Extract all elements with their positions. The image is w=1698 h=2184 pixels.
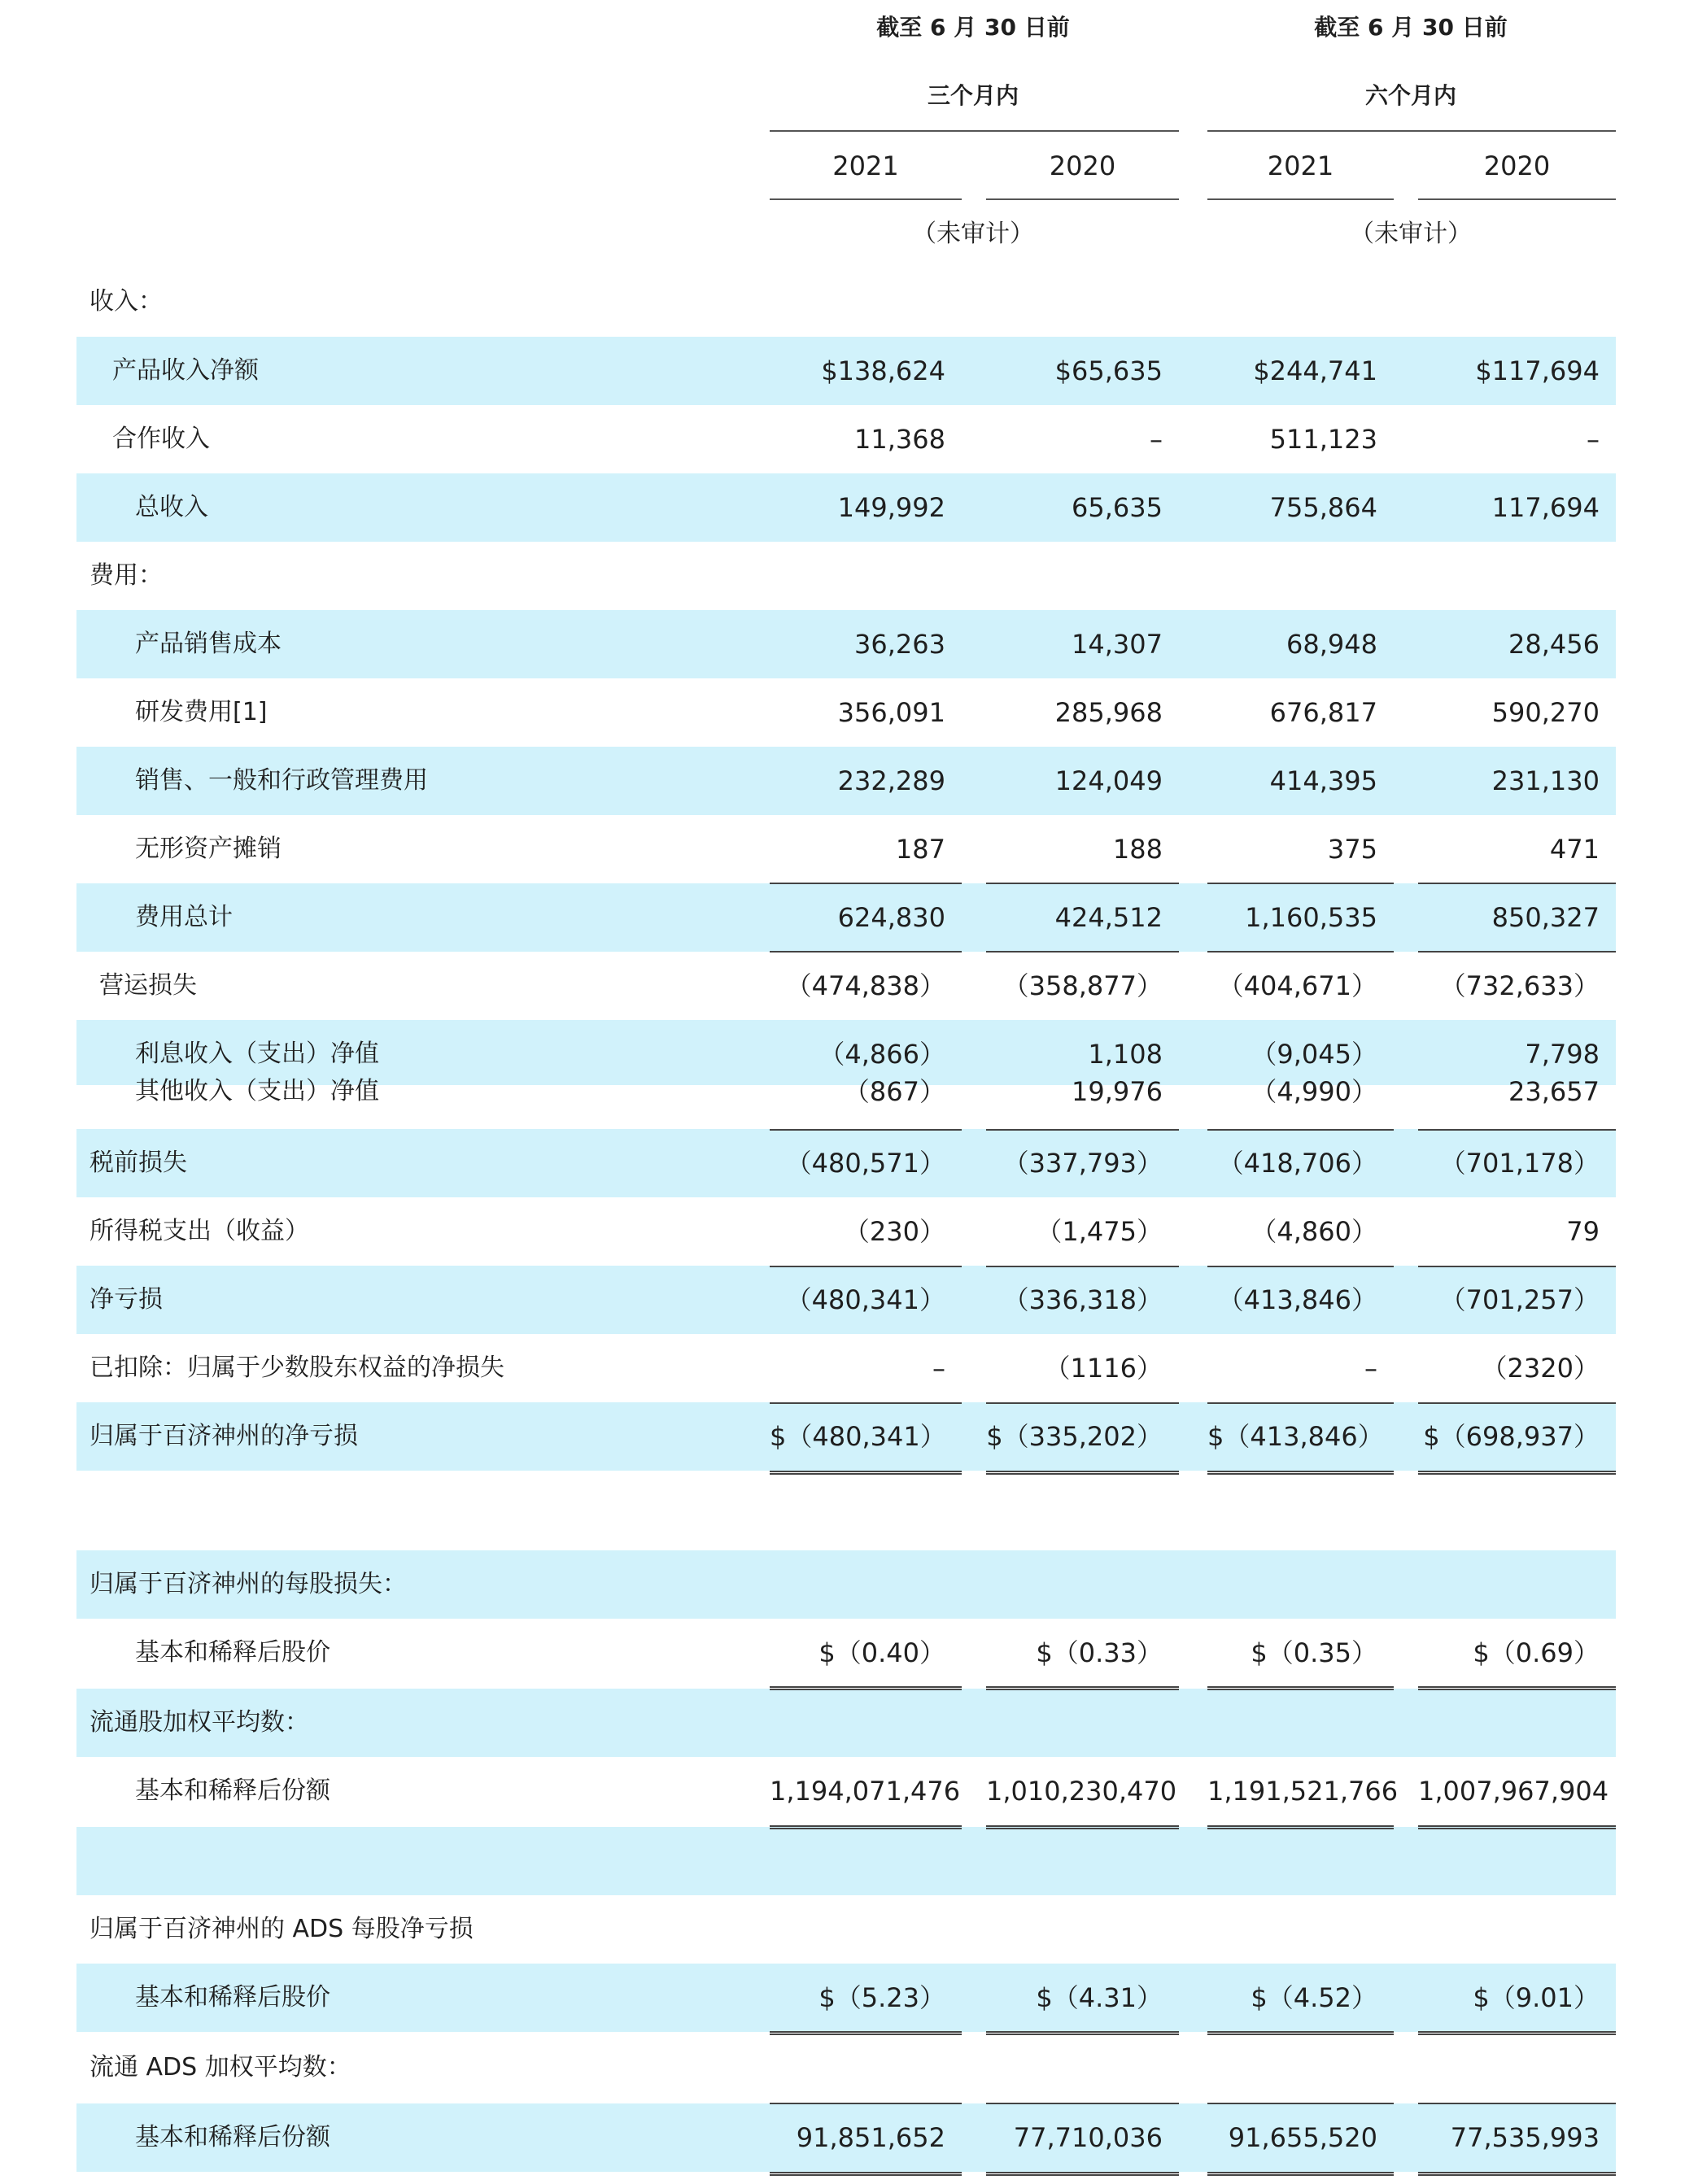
underline-total-expenses-c1	[770, 883, 962, 884]
row-label: 费用：	[89, 561, 163, 590]
row-label: 基本和稀释后股价	[135, 1638, 330, 1667]
row-label: 所得税支出（收益）	[89, 1217, 309, 1245]
value-3m-2021: –	[932, 1353, 945, 1384]
value-3m-2021: 1,194,071,476	[770, 1776, 961, 1807]
unaudited-note-six-months: （未审计）	[1350, 220, 1472, 248]
value-6m-2020: 1,007,967,904	[1418, 1776, 1609, 1807]
year-rule-2	[986, 198, 1179, 200]
value-3m-2020: （336,318）	[1002, 1284, 1163, 1315]
value-3m-2021: 232,289	[837, 765, 945, 796]
value-3m-2020: 65,635	[1072, 492, 1163, 523]
double-underline-attributable-c2	[986, 1471, 1179, 1475]
value-3m-2021: （230）	[843, 1216, 945, 1247]
underline-operating-loss-c3	[1207, 951, 1394, 953]
underline-attributable-c3	[1207, 1402, 1394, 1404]
underline-net-loss-c3	[1207, 1266, 1394, 1267]
sub-header-three-months: 三个月内	[927, 82, 1019, 109]
value-6m-2021: 1,160,535	[1245, 902, 1377, 933]
value-6m-2021: （413,846）	[1217, 1284, 1377, 1315]
value-6m-2021: 91,655,520	[1228, 2122, 1377, 2153]
row-label: 税前损失	[89, 1149, 187, 1177]
row-label: 利息收入（支出）净值	[135, 1040, 379, 1068]
row-label: 收入：	[89, 287, 163, 316]
row-label: 归属于百济神州的 ADS 每股净亏损	[89, 1915, 474, 1943]
underline-net-loss-c2	[986, 1266, 1179, 1267]
value-6m-2021: $（4.52）	[1251, 1982, 1377, 2013]
year-rule-4	[1418, 198, 1616, 200]
underline-attributable-c1	[770, 1402, 962, 1404]
underline-net-loss-c1	[770, 1266, 962, 1267]
row-label: 净亏损	[89, 1285, 163, 1314]
value-3m-2020: $（4.31）	[1036, 1982, 1163, 2013]
value-6m-2020: $（0.69）	[1473, 1637, 1600, 1668]
underline-operating-loss-c1	[770, 951, 962, 953]
row-cost-of-sales	[76, 610, 1616, 678]
row-label: 总收入	[135, 493, 208, 521]
value-3m-2020: 1,010,230,470	[986, 1776, 1177, 1807]
row-label: 流通 ADS 加权平均数：	[89, 2053, 351, 2082]
year-col-2: 2020	[1049, 150, 1116, 181]
period-header-three-months: 截至 6 月 30 日前	[876, 14, 1070, 41]
value-6m-2021: 511,123	[1269, 424, 1377, 455]
row-label: 研发费用[1]	[135, 698, 268, 726]
value-3m-2021: （480,341）	[785, 1284, 945, 1315]
value-6m-2020: （701,257）	[1439, 1284, 1600, 1315]
row-operating-loss	[76, 952, 1616, 1020]
row-label: 归属于百济神州的每股损失：	[89, 1570, 407, 1598]
row-label: 销售、一般和行政管理费用	[135, 766, 428, 795]
underline-ads-shares-top-c2	[986, 2103, 1179, 2104]
value-6m-2021: 1,191,521,766	[1207, 1776, 1399, 1807]
double-underline-ads-shares-c3	[1207, 2172, 1394, 2176]
value-3m-2020: $（0.33）	[1036, 1637, 1163, 1668]
double-underline-attributable-c1	[770, 1471, 962, 1475]
value-6m-2021: 676,817	[1269, 697, 1377, 728]
value-6m-2020: （2320）	[1481, 1353, 1600, 1384]
value-6m-2021: （9,045）	[1251, 1039, 1377, 1070]
unaudited-note-three-months: （未审计）	[912, 220, 1034, 248]
double-underline-per-share-c3	[1207, 1686, 1394, 1690]
row-label: 合作收入	[112, 425, 210, 453]
value-6m-2020: 590,270	[1491, 697, 1600, 728]
value-6m-2020: 850,327	[1491, 902, 1600, 933]
value-6m-2021: –	[1364, 1353, 1377, 1384]
double-underline-ads-price-c1	[770, 2031, 962, 2035]
underline-total-expenses-c3	[1207, 883, 1394, 884]
value-6m-2021: 414,395	[1269, 765, 1377, 796]
value-6m-2020: 77,535,993	[1450, 2122, 1600, 2153]
value-6m-2021: 375	[1327, 834, 1377, 865]
row-label: 基本和稀释后份额	[135, 1776, 330, 1805]
row-label: 基本和稀释后股价	[135, 1983, 330, 2012]
value-3m-2021: $（0.40）	[818, 1637, 945, 1668]
underline-ads-shares-top-c1	[770, 2103, 962, 2104]
row-net-loss	[76, 1266, 1616, 1334]
row-revenue-heading	[76, 268, 1616, 336]
value-6m-2021: 755,864	[1269, 492, 1377, 523]
value-6m-2021: $（0.35）	[1251, 1637, 1377, 1668]
row-sga-expense	[76, 747, 1616, 815]
underline-total-expenses-c4	[1418, 883, 1616, 884]
value-3m-2021: （480,571）	[785, 1148, 945, 1179]
year-rule-1	[770, 198, 962, 200]
row-basic-diluted-per-share	[76, 1619, 1616, 1687]
row-total-revenue	[76, 473, 1616, 542]
value-3m-2020: –	[1150, 424, 1163, 455]
value-3m-2020: 19,976	[1072, 1076, 1163, 1107]
year-col-1: 2021	[832, 150, 899, 181]
underline-ads-shares-top-c3	[1207, 2103, 1394, 2104]
row-amortization	[76, 815, 1616, 883]
row-other-income	[76, 1067, 1616, 1116]
row-rnd-expense	[76, 678, 1616, 747]
value-3m-2021: （474,838）	[785, 970, 945, 1001]
value-3m-2021: 624,830	[837, 902, 945, 933]
underline-pretax-c1	[770, 1129, 962, 1131]
underline-net-loss-c4	[1418, 1266, 1616, 1267]
value-6m-2021: （4,860）	[1251, 1216, 1377, 1247]
value-3m-2021: $（480,341）	[770, 1421, 946, 1452]
underline-pretax-c3	[1207, 1129, 1394, 1131]
row-minority-interest	[76, 1334, 1616, 1402]
row-ads-basic-diluted-price	[76, 1964, 1616, 2032]
value-6m-2020: 471	[1549, 834, 1600, 865]
underline-attributable-c4	[1418, 1402, 1616, 1404]
value-6m-2021: $244,741	[1253, 355, 1377, 386]
row-label: 产品销售成本	[135, 630, 282, 658]
value-6m-2021: $（413,846）	[1207, 1421, 1384, 1452]
row-product-revenue	[76, 337, 1616, 405]
underline-pretax-c4	[1418, 1129, 1616, 1131]
value-3m-2020: （1116）	[1044, 1353, 1163, 1384]
value-3m-2020: （337,793）	[1002, 1148, 1163, 1179]
double-underline-shares-c3	[1207, 1825, 1394, 1829]
row-label: 已扣除：归属于少数股东权益的净损失	[89, 1354, 504, 1382]
double-underline-ads-shares-c4	[1418, 2172, 1616, 2176]
value-3m-2021: 356,091	[837, 697, 945, 728]
value-6m-2020: 28,456	[1508, 629, 1600, 660]
value-3m-2020: 188	[1112, 834, 1163, 865]
row-loss-per-share-heading	[76, 1550, 1616, 1619]
year-rule-3	[1207, 198, 1394, 200]
value-3m-2021: （867）	[843, 1076, 945, 1107]
row-ads-weighted-heading	[76, 2034, 1616, 2102]
row-total-expenses	[76, 883, 1616, 952]
underline-total-expenses-c2	[986, 883, 1179, 884]
header-rule-six-months	[1207, 130, 1616, 132]
double-underline-shares-c4	[1418, 1825, 1616, 1829]
row-label: 费用总计	[135, 903, 233, 931]
underline-attributable-c2	[986, 1402, 1179, 1404]
value-6m-2020: 231,130	[1491, 765, 1600, 796]
double-underline-ads-price-c3	[1207, 2031, 1394, 2035]
value-6m-2020: $117,694	[1475, 355, 1600, 386]
value-6m-2020: –	[1587, 424, 1600, 455]
value-3m-2021: $138,624	[821, 355, 945, 386]
year-col-3: 2021	[1267, 150, 1334, 181]
row-basic-diluted-shares	[76, 1757, 1616, 1825]
double-underline-ads-price-c4	[1418, 2031, 1616, 2035]
value-3m-2021: 149,992	[837, 492, 945, 523]
row-ads-basic-diluted-shares	[76, 2103, 1616, 2172]
year-col-4: 2020	[1483, 150, 1551, 181]
value-3m-2021: 11,368	[854, 424, 945, 455]
row-net-loss-attributable	[76, 1402, 1616, 1471]
value-3m-2020: 77,710,036	[1013, 2122, 1163, 2153]
underline-operating-loss-c4	[1418, 951, 1616, 953]
value-6m-2021: （418,706）	[1217, 1148, 1377, 1179]
underline-operating-loss-c2	[986, 951, 1179, 953]
double-underline-per-share-c4	[1418, 1686, 1616, 1690]
row-label: 产品收入净额	[112, 356, 259, 385]
value-3m-2020: 285,968	[1054, 697, 1163, 728]
underline-ads-shares-top-c4	[1418, 2103, 1616, 2104]
row-label: 基本和稀释后份额	[135, 2123, 330, 2151]
value-3m-2021: 187	[895, 834, 945, 865]
double-underline-shares-c1	[770, 1825, 962, 1829]
double-underline-ads-shares-c2	[986, 2172, 1179, 2176]
value-6m-2020: 117,694	[1491, 492, 1600, 523]
value-3m-2021: $（5.23）	[818, 1982, 945, 2013]
double-underline-attributable-c3	[1207, 1471, 1394, 1475]
value-6m-2020: （732,633）	[1439, 970, 1600, 1001]
value-6m-2020: $（9.01）	[1473, 1982, 1600, 2013]
row-pretax-loss	[76, 1129, 1616, 1197]
underline-pretax-c2	[986, 1129, 1179, 1131]
row-collaboration-revenue	[76, 405, 1616, 473]
double-underline-ads-price-c2	[986, 2031, 1179, 2035]
value-6m-2020: 7,798	[1525, 1039, 1600, 1070]
row-label: 归属于百济神州的净亏损	[89, 1422, 358, 1450]
value-3m-2020: $65,635	[1054, 355, 1163, 386]
row-weighted-shares-heading	[76, 1689, 1616, 1757]
value-3m-2020: $（335,202）	[986, 1421, 1163, 1452]
value-6m-2021: （4,990）	[1251, 1076, 1377, 1107]
row-label: 无形资产摊销	[135, 835, 282, 863]
value-6m-2020: 79	[1566, 1216, 1600, 1247]
value-3m-2020: （358,877）	[1002, 970, 1163, 1001]
value-3m-2020: 424,512	[1054, 902, 1163, 933]
value-6m-2020: $（698,937）	[1423, 1421, 1600, 1452]
row-ads-loss-heading	[76, 1895, 1616, 1964]
value-3m-2021: 91,851,652	[796, 2122, 945, 2153]
value-3m-2021: （4,866）	[818, 1039, 945, 1070]
value-3m-2021: 36,263	[854, 629, 945, 660]
row-label: 其他收入（支出）净值	[135, 1077, 379, 1105]
value-3m-2020: 14,307	[1072, 629, 1163, 660]
value-6m-2021: （404,671）	[1217, 970, 1377, 1001]
period-header-six-months: 截至 6 月 30 日前	[1314, 14, 1508, 41]
double-underline-ads-shares-c1	[770, 2172, 962, 2176]
value-6m-2021: 68,948	[1286, 629, 1377, 660]
value-6m-2020: 23,657	[1508, 1076, 1600, 1107]
row-expenses-heading	[76, 542, 1616, 610]
value-3m-2020: 124,049	[1054, 765, 1163, 796]
double-underline-per-share-c2	[986, 1686, 1179, 1690]
row-blank-band	[76, 1827, 1616, 1895]
row-label: 流通股加权平均数：	[89, 1708, 309, 1737]
double-underline-per-share-c1	[770, 1686, 962, 1690]
sub-header-six-months: 六个月内	[1364, 82, 1456, 109]
row-label: 营运损失	[99, 971, 197, 1000]
value-6m-2020: （701,178）	[1439, 1148, 1600, 1179]
double-underline-attributable-c4	[1418, 1471, 1616, 1475]
row-income-tax	[76, 1197, 1616, 1266]
double-underline-shares-c2	[986, 1825, 1179, 1829]
value-3m-2020: （1,475）	[1036, 1216, 1163, 1247]
value-3m-2020: 1,108	[1088, 1039, 1163, 1070]
header-rule-three-months	[770, 130, 1179, 132]
